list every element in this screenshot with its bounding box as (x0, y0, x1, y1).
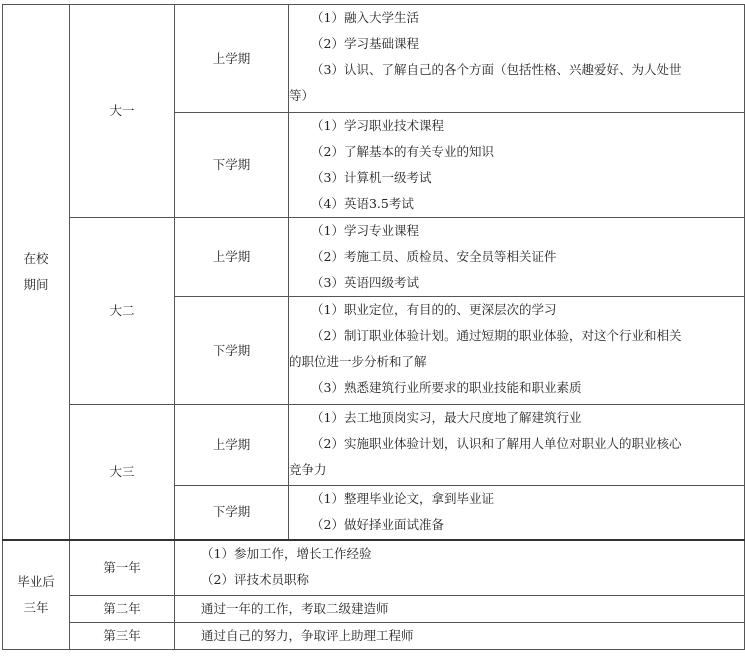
table-row (3, 540, 745, 596)
table-row (3, 596, 745, 623)
list-item: （2）考施工员、质检员、安全员等相关证件 (311, 249, 557, 264)
term-items (289, 5, 745, 113)
list-item: （1）参加工作，增长工作经验 (201, 545, 372, 561)
period-label: 毕业后三年 (17, 573, 55, 615)
list-item: （2）了解基本的有关专业的知识 (311, 144, 494, 159)
year-label: 第一年 (70, 540, 175, 596)
term-label: 上学期 (175, 5, 289, 113)
list-item-continuation: 等） (289, 88, 315, 103)
term-label: 下学期 (175, 297, 289, 405)
table-row (3, 623, 745, 650)
list-item: （4）英语3.5考试 (311, 196, 414, 211)
list-item-continuation: 的职位进一步分析和了解 (289, 354, 427, 369)
year-label: 大三 (109, 463, 135, 479)
list-item: （1）整理毕业论文，拿到毕业证 (311, 491, 494, 506)
term-items (289, 405, 745, 486)
term-items (289, 486, 745, 540)
term-items (289, 113, 745, 218)
list-item: （1）职业定位，有目的的、更深层次的学习 (311, 302, 557, 317)
year-label: 大一 (109, 103, 135, 118)
term-label: 下学期 (175, 113, 289, 218)
table-row (3, 405, 745, 486)
list-item: （3）熟悉建筑行业所要求的职业技能和职业素质 (311, 380, 582, 395)
career-plan-table (2, 4, 745, 650)
year-label: 大二 (109, 303, 135, 318)
list-item: （1）融入大学生活 (311, 10, 419, 25)
period-after-graduation (3, 540, 70, 650)
list-item: （1）去工地顶岗实习，最大尺度地了解建筑行业 (311, 410, 582, 425)
list-item: 通过自己的努力，争取评上助理工程师 (201, 628, 414, 643)
year-sophomore (70, 218, 175, 405)
term-label: 上学期 (175, 218, 289, 297)
list-item: （2）做好择业面试准备 (311, 517, 444, 532)
year-label: 第三年 (70, 623, 175, 650)
list-item: （1）学习职业技术课程 (311, 118, 444, 133)
list-item: （2）评技术员职称 (201, 571, 309, 587)
year-junior (70, 405, 175, 540)
year-items (175, 623, 745, 650)
list-item: 通过一年的工作，考取二级建造师 (201, 601, 389, 616)
year-items (175, 596, 745, 623)
term-label: 上学期 (175, 405, 289, 486)
year-freshman (70, 5, 175, 218)
list-item: （3）英语四级考试 (311, 275, 419, 290)
year-label: 第二年 (70, 596, 175, 623)
period-in-school (3, 5, 70, 540)
year-items (175, 540, 745, 596)
term-items (289, 297, 745, 405)
list-item: （2）实施职业体验计划，认识和了解用人单位对职业人的职业核心 (311, 436, 682, 451)
table-row (3, 218, 745, 297)
table-row (3, 5, 745, 113)
list-item: （2）学习基础课程 (311, 36, 419, 51)
term-items (289, 218, 745, 297)
list-item-continuation: 竞争力 (289, 462, 327, 477)
list-item: （1）学习专业课程 (311, 223, 419, 238)
term-label: 下学期 (175, 486, 289, 540)
list-item: （3）认识、了解自己的各个方面（包括性格、兴趣爱好、为人处世 (311, 62, 682, 77)
list-item: （2）制订职业体验计划。通过短期的职业体验，对这个行业和相关 (311, 328, 682, 343)
list-item: （3）计算机一级考试 (311, 170, 432, 185)
period-label: 在校期间 (23, 250, 49, 292)
